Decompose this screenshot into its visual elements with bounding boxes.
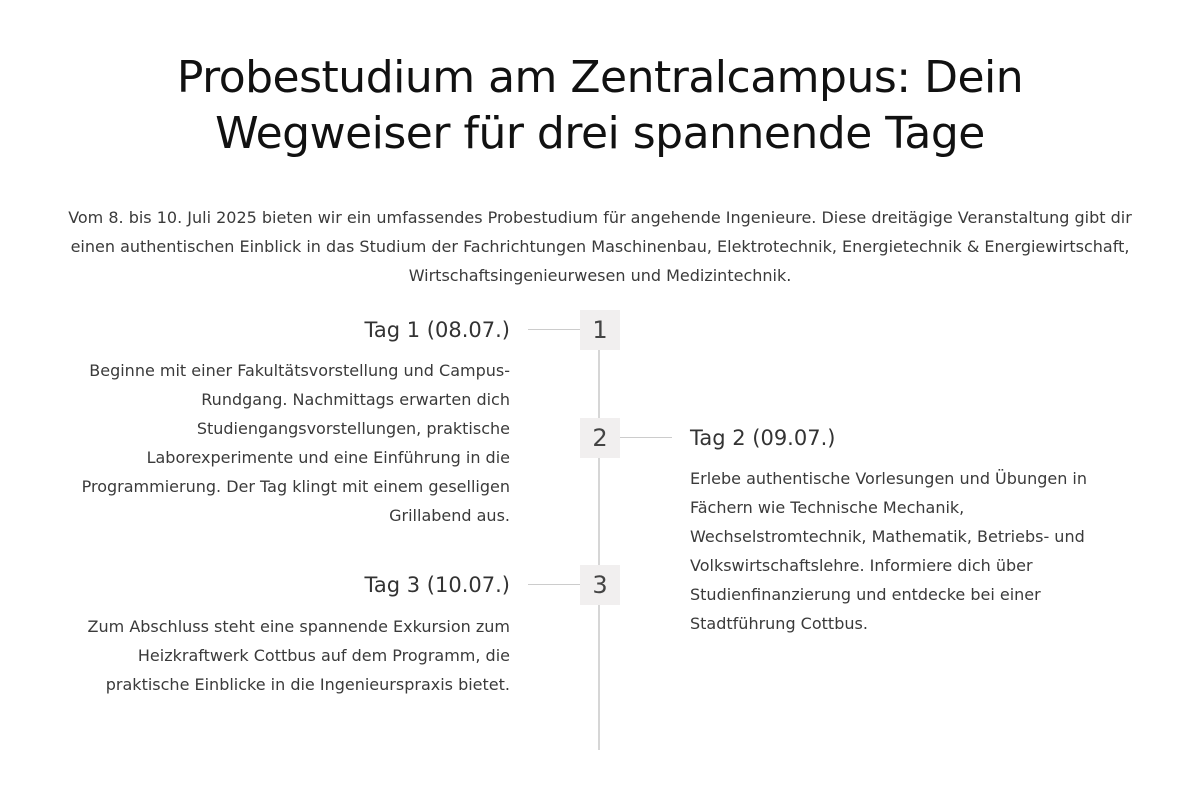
page-title-line-2: Wegweiser für drei spannende Tage xyxy=(215,108,985,159)
day-3-title: Tag 3 (10.07.) xyxy=(364,573,510,597)
page-title-line-1: Probestudium am Zentralcampus: Dein xyxy=(176,52,1024,103)
day-1-title: Tag 1 (08.07.) xyxy=(364,318,510,342)
day-3-text: Zum Abschluss steht eine spannende Exkursion zum Heizkraftwerk Cottbus auf dem Programm, die praktische Einblicke in die Ingenieurspraxis bietet. xyxy=(87,617,510,694)
day-3-marker: 3 xyxy=(580,565,620,605)
day-2-text: Erlebe authentische Vorlesungen und Übungen in Fächern wie Technische Mechanik, Wechselstromtechnik, Mathematik, Betriebs- und Volkswirtschaftslehre. Informiere dich über Studienfinanzierung und entdecke bei einer Stadtführung Cottbus. xyxy=(690,469,1088,633)
page-title xyxy=(0,50,1200,162)
day-3-connector xyxy=(528,584,580,585)
day-2-title: Tag 2 (09.07.) xyxy=(690,426,836,450)
intro-paragraph: Vom 8. bis 10. Juli 2025 bieten wir ein umfassendes Probestudium für angehende Ingenieure. Diese dreitägige Veranstaltung gibt dir einen authentischen Einblick in das Studium der Fachrichtungen Maschinenbau, Elektrotechnik, Energietechnik & Energiewirtschaft, Wirtschaftsingenieurwesen und Medizintechnik. xyxy=(68,208,1132,285)
day-2-marker: 2 xyxy=(580,418,620,458)
day-1-connector xyxy=(528,329,580,330)
day-2-connector xyxy=(620,437,672,438)
timeline-line xyxy=(598,330,600,750)
day-1-text: Beginne mit einer Fakultätsvorstellung und Campus-Rundgang. Nachmittags erwarten dich Studiengangsvorstellungen, praktische Laborexperimente und eine Einführung in die Programmierung. Der Tag klingt mit einem geselligen Grillabend aus. xyxy=(81,361,510,525)
day-1-marker: 1 xyxy=(580,310,620,350)
